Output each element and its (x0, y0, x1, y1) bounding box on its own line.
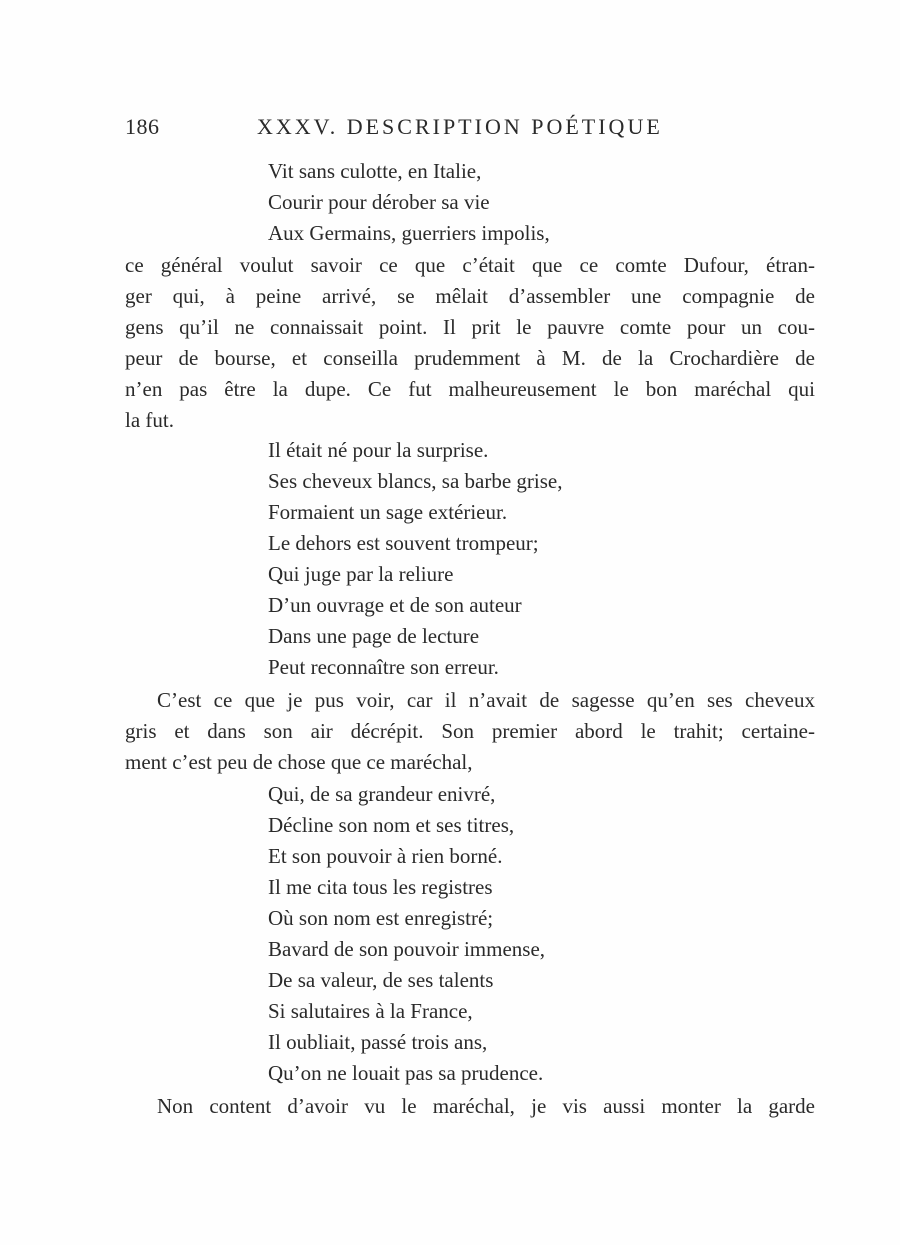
verse-line: Qu’on ne louait pas sa prudence. (268, 1061, 544, 1085)
verse-line: Vit sans culotte, en Italie, (268, 159, 482, 183)
verse-line: De sa valeur, de ses talents (268, 968, 494, 992)
verse-line: Bavard de son pouvoir immense, (268, 937, 546, 961)
prose-line: Non content d’avoir vu le maréchal, je vis aussi monter la garde (157, 1094, 815, 1118)
verse-line: Peut reconnaître son erreur. (268, 655, 499, 679)
prose-line: ment c’est peu de chose que ce maréchal, (125, 750, 473, 774)
prose-line: peur de bourse, et conseilla prudemment à M. de la Crochardière de (125, 346, 815, 370)
verse-line: Il oubliait, passé trois ans, (268, 1030, 488, 1054)
prose-line: gens qu’il ne connaissait point. Il prit le pauvre comte pour un cou- (125, 315, 815, 339)
prose-line: C’est ce que je pus voir, car il n’avait de sagesse qu’en ses cheveux (157, 688, 815, 712)
verse-line: Formaient un sage extérieur. (268, 500, 508, 524)
verse-line: Le dehors est souvent trompeur; (268, 531, 539, 555)
page-number: 186 (125, 114, 160, 139)
verse-line: Où son nom est enregistré; (268, 906, 494, 930)
verse-line: Qui juge par la reliure (268, 562, 454, 586)
verse-line: Il était né pour la surprise. (268, 438, 489, 462)
verse-line: Courir pour dérober sa vie (268, 190, 490, 214)
prose-line: ger qui, à peine arrivé, se mêlait d’assembler une compagnie de (125, 284, 815, 308)
prose-paragraph-3 (125, 1091, 815, 1122)
prose-line: n’en pas être la dupe. Ce fut malheureusement le bon maréchal qui (125, 377, 815, 401)
running-head (125, 110, 815, 144)
verse-line: Qui, de sa grandeur enivré, (268, 782, 496, 806)
verse-block-3 (268, 779, 545, 1089)
prose-line: la fut. (125, 408, 174, 432)
verse-block-2 (268, 435, 562, 683)
chapter-title: XXXV. DESCRIPTION POÉTIQUE (257, 114, 663, 139)
prose-paragraph-2 (125, 685, 815, 778)
verse-line: Dans une page de lecture (268, 624, 480, 648)
prose-paragraph-1 (125, 250, 815, 436)
verse-line: Il me cita tous les registres (268, 875, 493, 899)
verse-line: Et son pouvoir à rien borné. (268, 844, 503, 868)
verse-line: Décline son nom et ses titres, (268, 813, 515, 837)
verse-line: D’un ouvrage et de son auteur (268, 593, 522, 617)
verse-line: Aux Germains, guerriers impolis, (268, 221, 550, 245)
prose-line: ce général voulut savoir ce que c’était que ce comte Dufour, étran- (125, 253, 815, 277)
verse-line: Si salutaires à la France, (268, 999, 473, 1023)
verse-block-1 (268, 156, 550, 249)
prose-line: gris et dans son air décrépit. Son premier abord le trahit; certaine- (125, 719, 815, 743)
verse-line: Ses cheveux blancs, sa barbe grise, (268, 469, 563, 493)
